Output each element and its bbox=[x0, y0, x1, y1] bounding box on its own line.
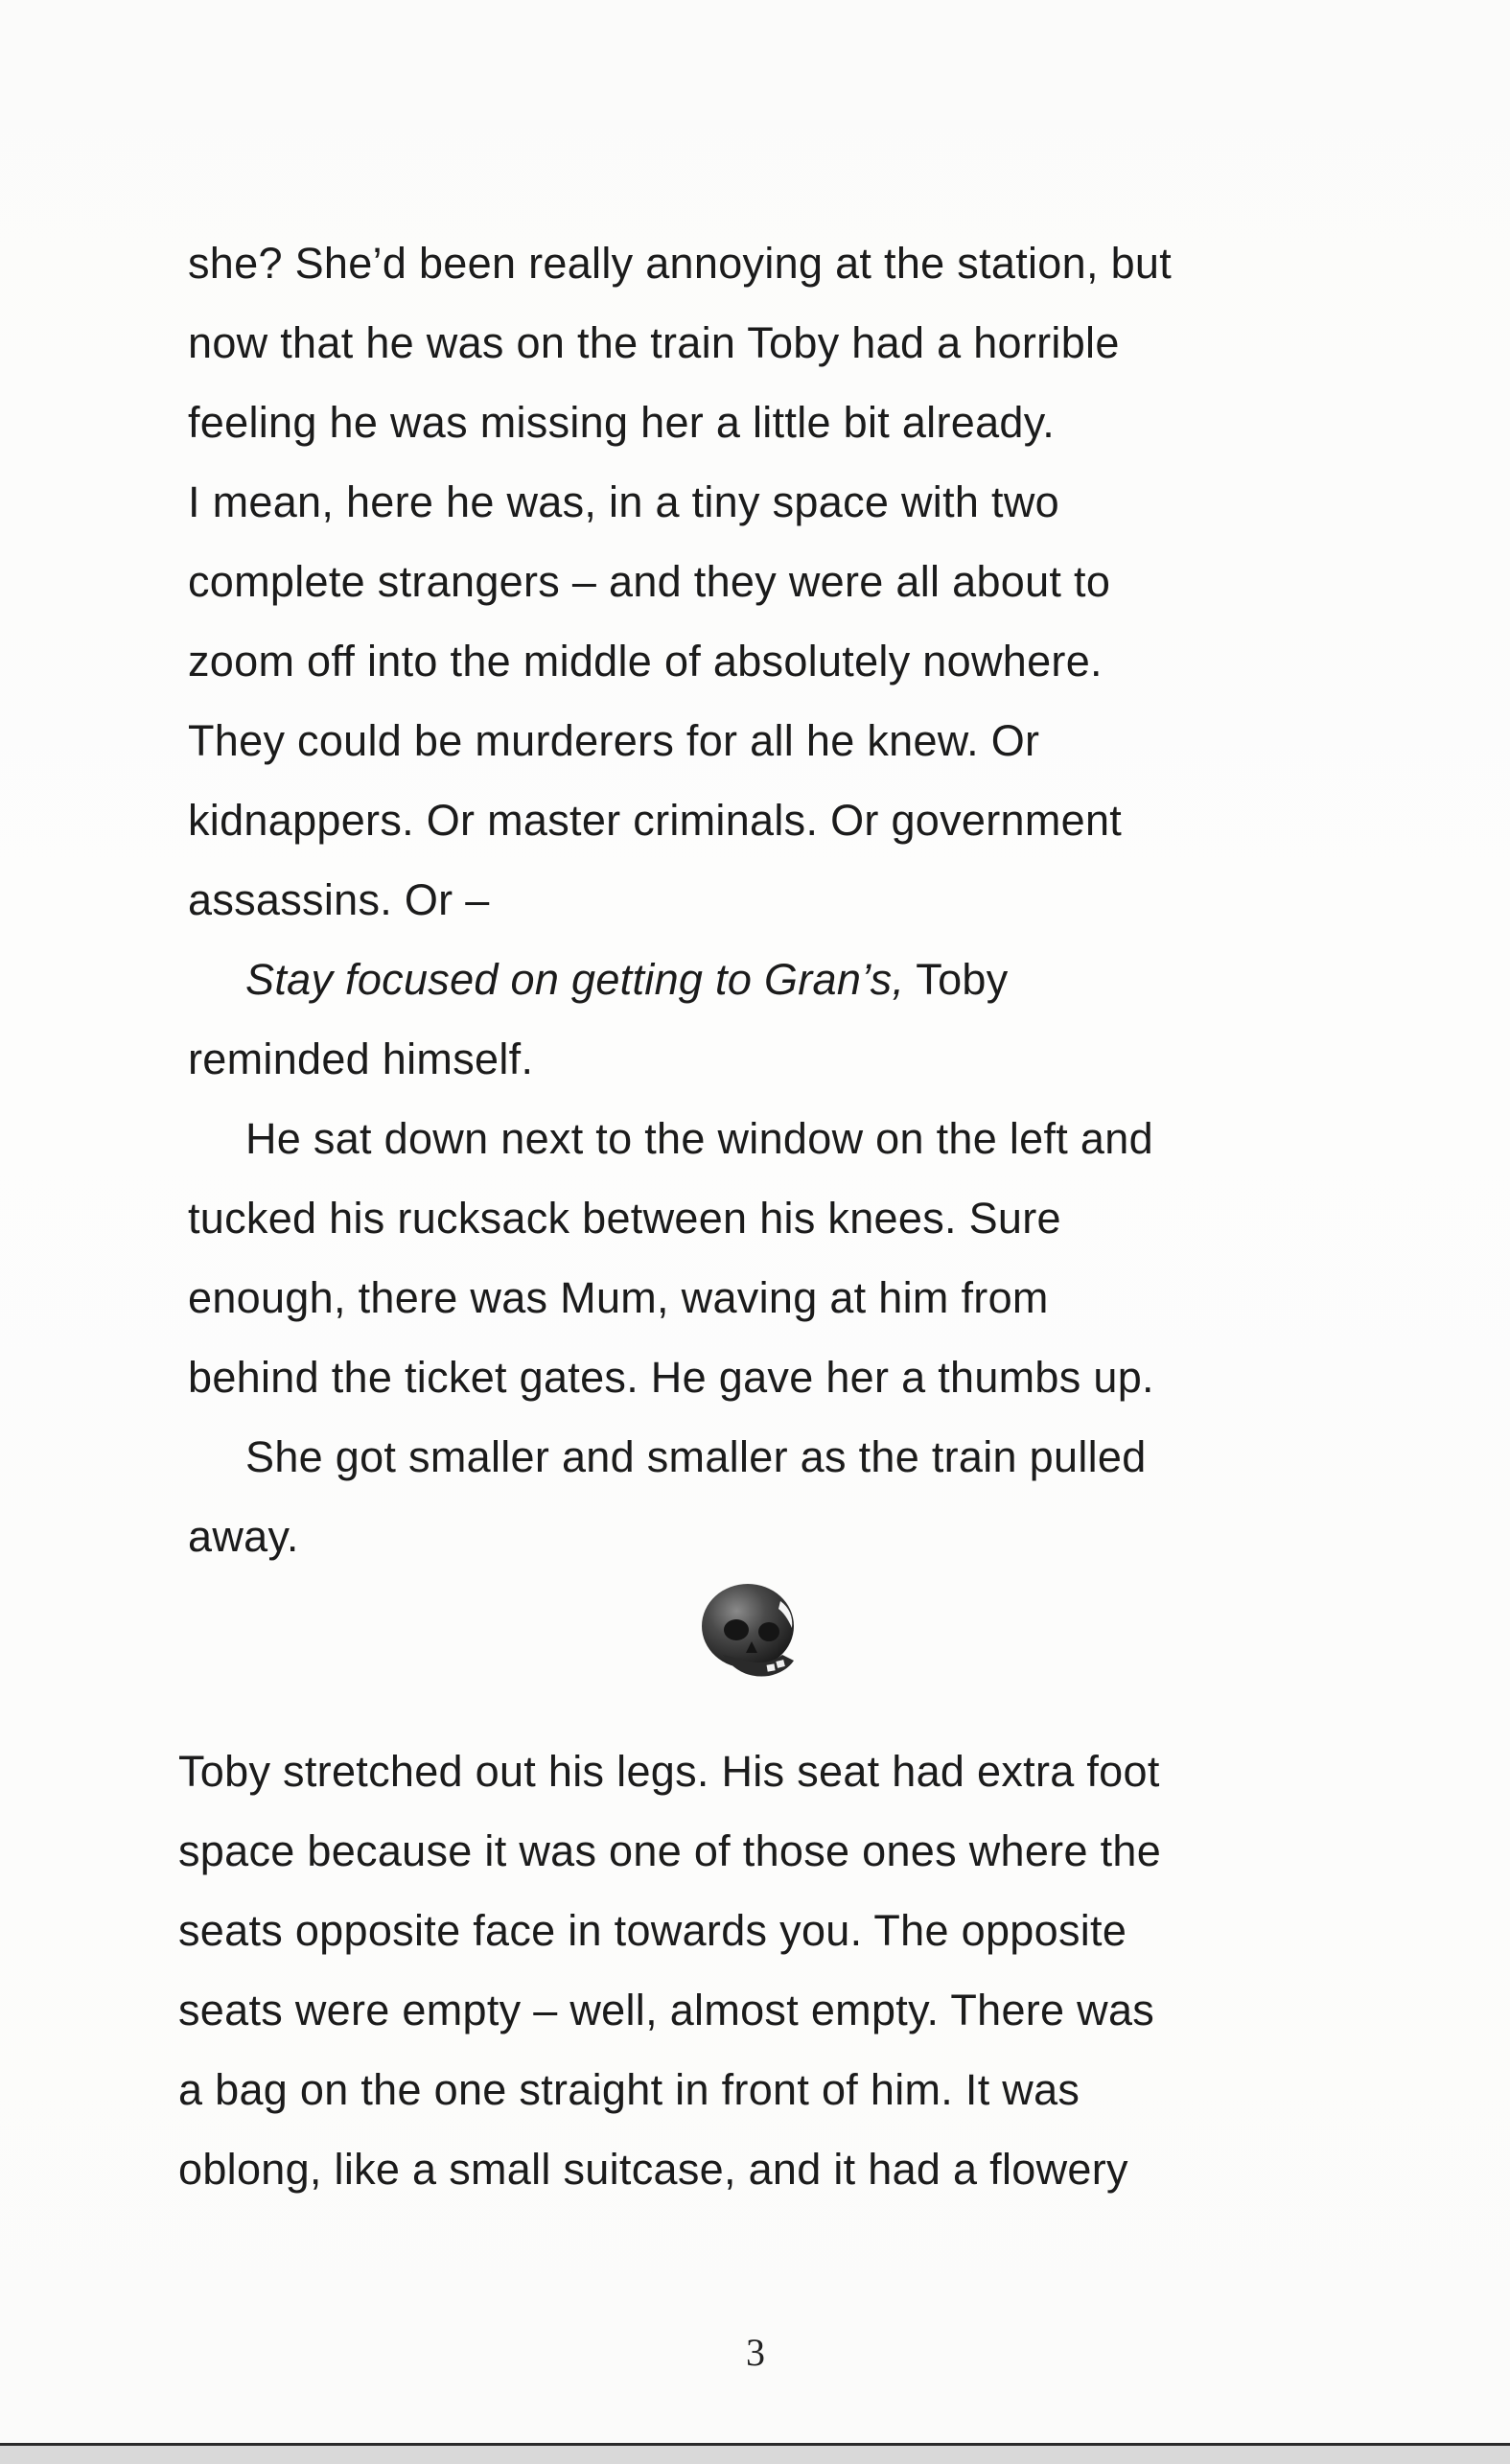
text-line: a bag on the one straight in front of him. It was bbox=[178, 2065, 1080, 2114]
page-edge-shadow bbox=[0, 2446, 1510, 2464]
text-line: seats opposite face in towards you. The opposite bbox=[178, 1906, 1127, 1955]
text-line: zoom off into the middle of absolutely nowhere. bbox=[188, 637, 1103, 686]
text-line: They could be murderers for all he knew. Or bbox=[188, 716, 1040, 765]
page-number: 3 bbox=[746, 2331, 765, 2374]
text-line: kidnappers. Or master criminals. Or government bbox=[188, 796, 1123, 845]
text-line: She got smaller and smaller as the train pulled bbox=[245, 1432, 1147, 1481]
text-line: enough, there was Mum, waving at him from bbox=[188, 1273, 1049, 1322]
text-line: away. bbox=[188, 1512, 299, 1561]
text-line: reminded himself. bbox=[188, 1034, 534, 1083]
text-line: assassins. Or – bbox=[188, 875, 490, 924]
text-line bbox=[245, 953, 1009, 1007]
text-line: she? She’d been really annoying at the station, but bbox=[188, 239, 1173, 288]
italic-thought: Stay focused on getting to Gran’s, bbox=[245, 955, 905, 1004]
skull-icon bbox=[686, 1572, 821, 1707]
text-line: tucked his rucksack between his knees. Sure bbox=[188, 1194, 1061, 1243]
text-line: feeling he was missing her a little bit already. bbox=[188, 398, 1056, 447]
text-line: He sat down next to the window on the left and bbox=[245, 1114, 1153, 1163]
text-line: now that he was on the train Toby had a horrible bbox=[188, 318, 1120, 367]
text-line: seats were empty – well, almost empty. There was bbox=[178, 1986, 1155, 2034]
thought-speaker: Toby bbox=[916, 955, 1009, 1004]
text-line: space because it was one of those ones where the bbox=[178, 1826, 1162, 1875]
text-line: I mean, here he was, in a tiny space with two bbox=[188, 477, 1059, 526]
text-line: oblong, like a small suitcase, and it had a flowery bbox=[178, 2145, 1128, 2194]
text-line: Toby stretched out his legs. His seat had extra foot bbox=[178, 1747, 1160, 1796]
text-line: complete strangers – and they were all about to bbox=[188, 557, 1111, 606]
text-line: behind the ticket gates. He gave her a thumbs up. bbox=[188, 1353, 1154, 1402]
